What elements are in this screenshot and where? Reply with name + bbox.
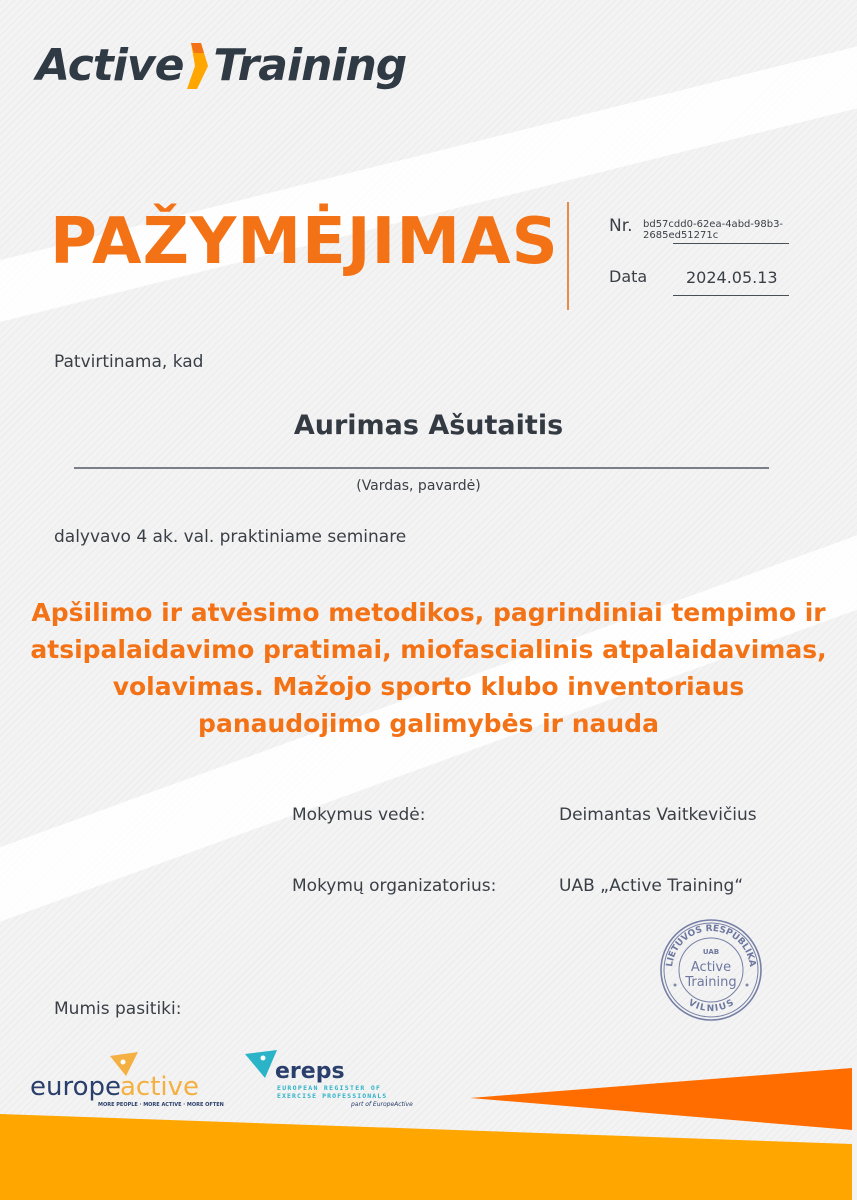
organizer-name: UAB „Active Training“ xyxy=(559,876,744,896)
footer-orange-triangle xyxy=(470,1068,852,1130)
nr-label: Nr. xyxy=(609,216,633,236)
stamp-line3: Training xyxy=(685,975,737,990)
logo-text-active: Active xyxy=(36,40,184,91)
nr-underline xyxy=(673,243,789,244)
europeactive-tagline: MORE PEOPLE · MORE ACTIVE · MORE OFTEN xyxy=(98,1102,224,1108)
partners-heading: Mumis pasitiki: xyxy=(54,999,182,1019)
intro-text: Patvirtinama, kad xyxy=(54,352,204,372)
stamp-top-arc: LIETUVOS RESPUBLIKA xyxy=(665,923,757,968)
certificate-number: bd57cdd0-62ea-4abd-98b3-2685ed51271c xyxy=(643,219,784,241)
organizer-label: Mokymų organizatorius: xyxy=(292,876,497,896)
date-underline xyxy=(673,295,789,296)
chevron-logo-icon xyxy=(187,41,209,91)
ereps-line1: EUROPEAN REGISTER OF xyxy=(277,1084,382,1092)
stamp-line2: Active xyxy=(690,960,732,975)
instructor-name: Deimantas Vaitkevičius xyxy=(559,805,757,825)
date-label: Data xyxy=(609,267,648,286)
svg-text:VILNIUS xyxy=(686,998,735,1014)
name-underline xyxy=(74,467,769,469)
participant-name: Aurimas Ašutaitis xyxy=(293,410,564,441)
europeactive-word2: active xyxy=(120,1072,200,1102)
stamp-bottom-arc: VILNIUS xyxy=(686,998,736,1015)
logo-text-training: Training xyxy=(213,40,407,91)
footer-decoration xyxy=(0,1060,857,1200)
title-divider xyxy=(567,202,569,310)
ereps-line3: part of EuropeActive xyxy=(351,1101,413,1108)
stamp-line1: UAB xyxy=(702,948,720,956)
certificate-date: 2024.05.13 xyxy=(686,268,778,287)
company-stamp xyxy=(658,917,764,1023)
ereps-name: ereps xyxy=(275,1059,345,1084)
name-caption: (Vardas, pavardė) xyxy=(356,478,481,494)
course-title: Apšilimo ir atvėsimo metodikos, pagrindiniai tempimo ir atsipalaidavimo pratimai, miofascialinis atpalaidavimas, volavimas. Mažojo sporto klubo inventoriaus panaudojimo galimybės ir nauda xyxy=(30,598,827,738)
europeactive-word1: europe xyxy=(30,1072,121,1102)
participation-text: dalyvavo 4 ak. val. praktiniame seminare xyxy=(54,527,407,547)
certificate-title: PAŽYMĖJIMAS xyxy=(50,205,559,279)
active-training-logo xyxy=(36,40,406,91)
ereps-line2: EXERCISE PROFESSIONALS xyxy=(277,1092,388,1100)
instructor-label: Mokymus vedė: xyxy=(292,805,426,825)
footer-amber-band xyxy=(0,1114,852,1200)
